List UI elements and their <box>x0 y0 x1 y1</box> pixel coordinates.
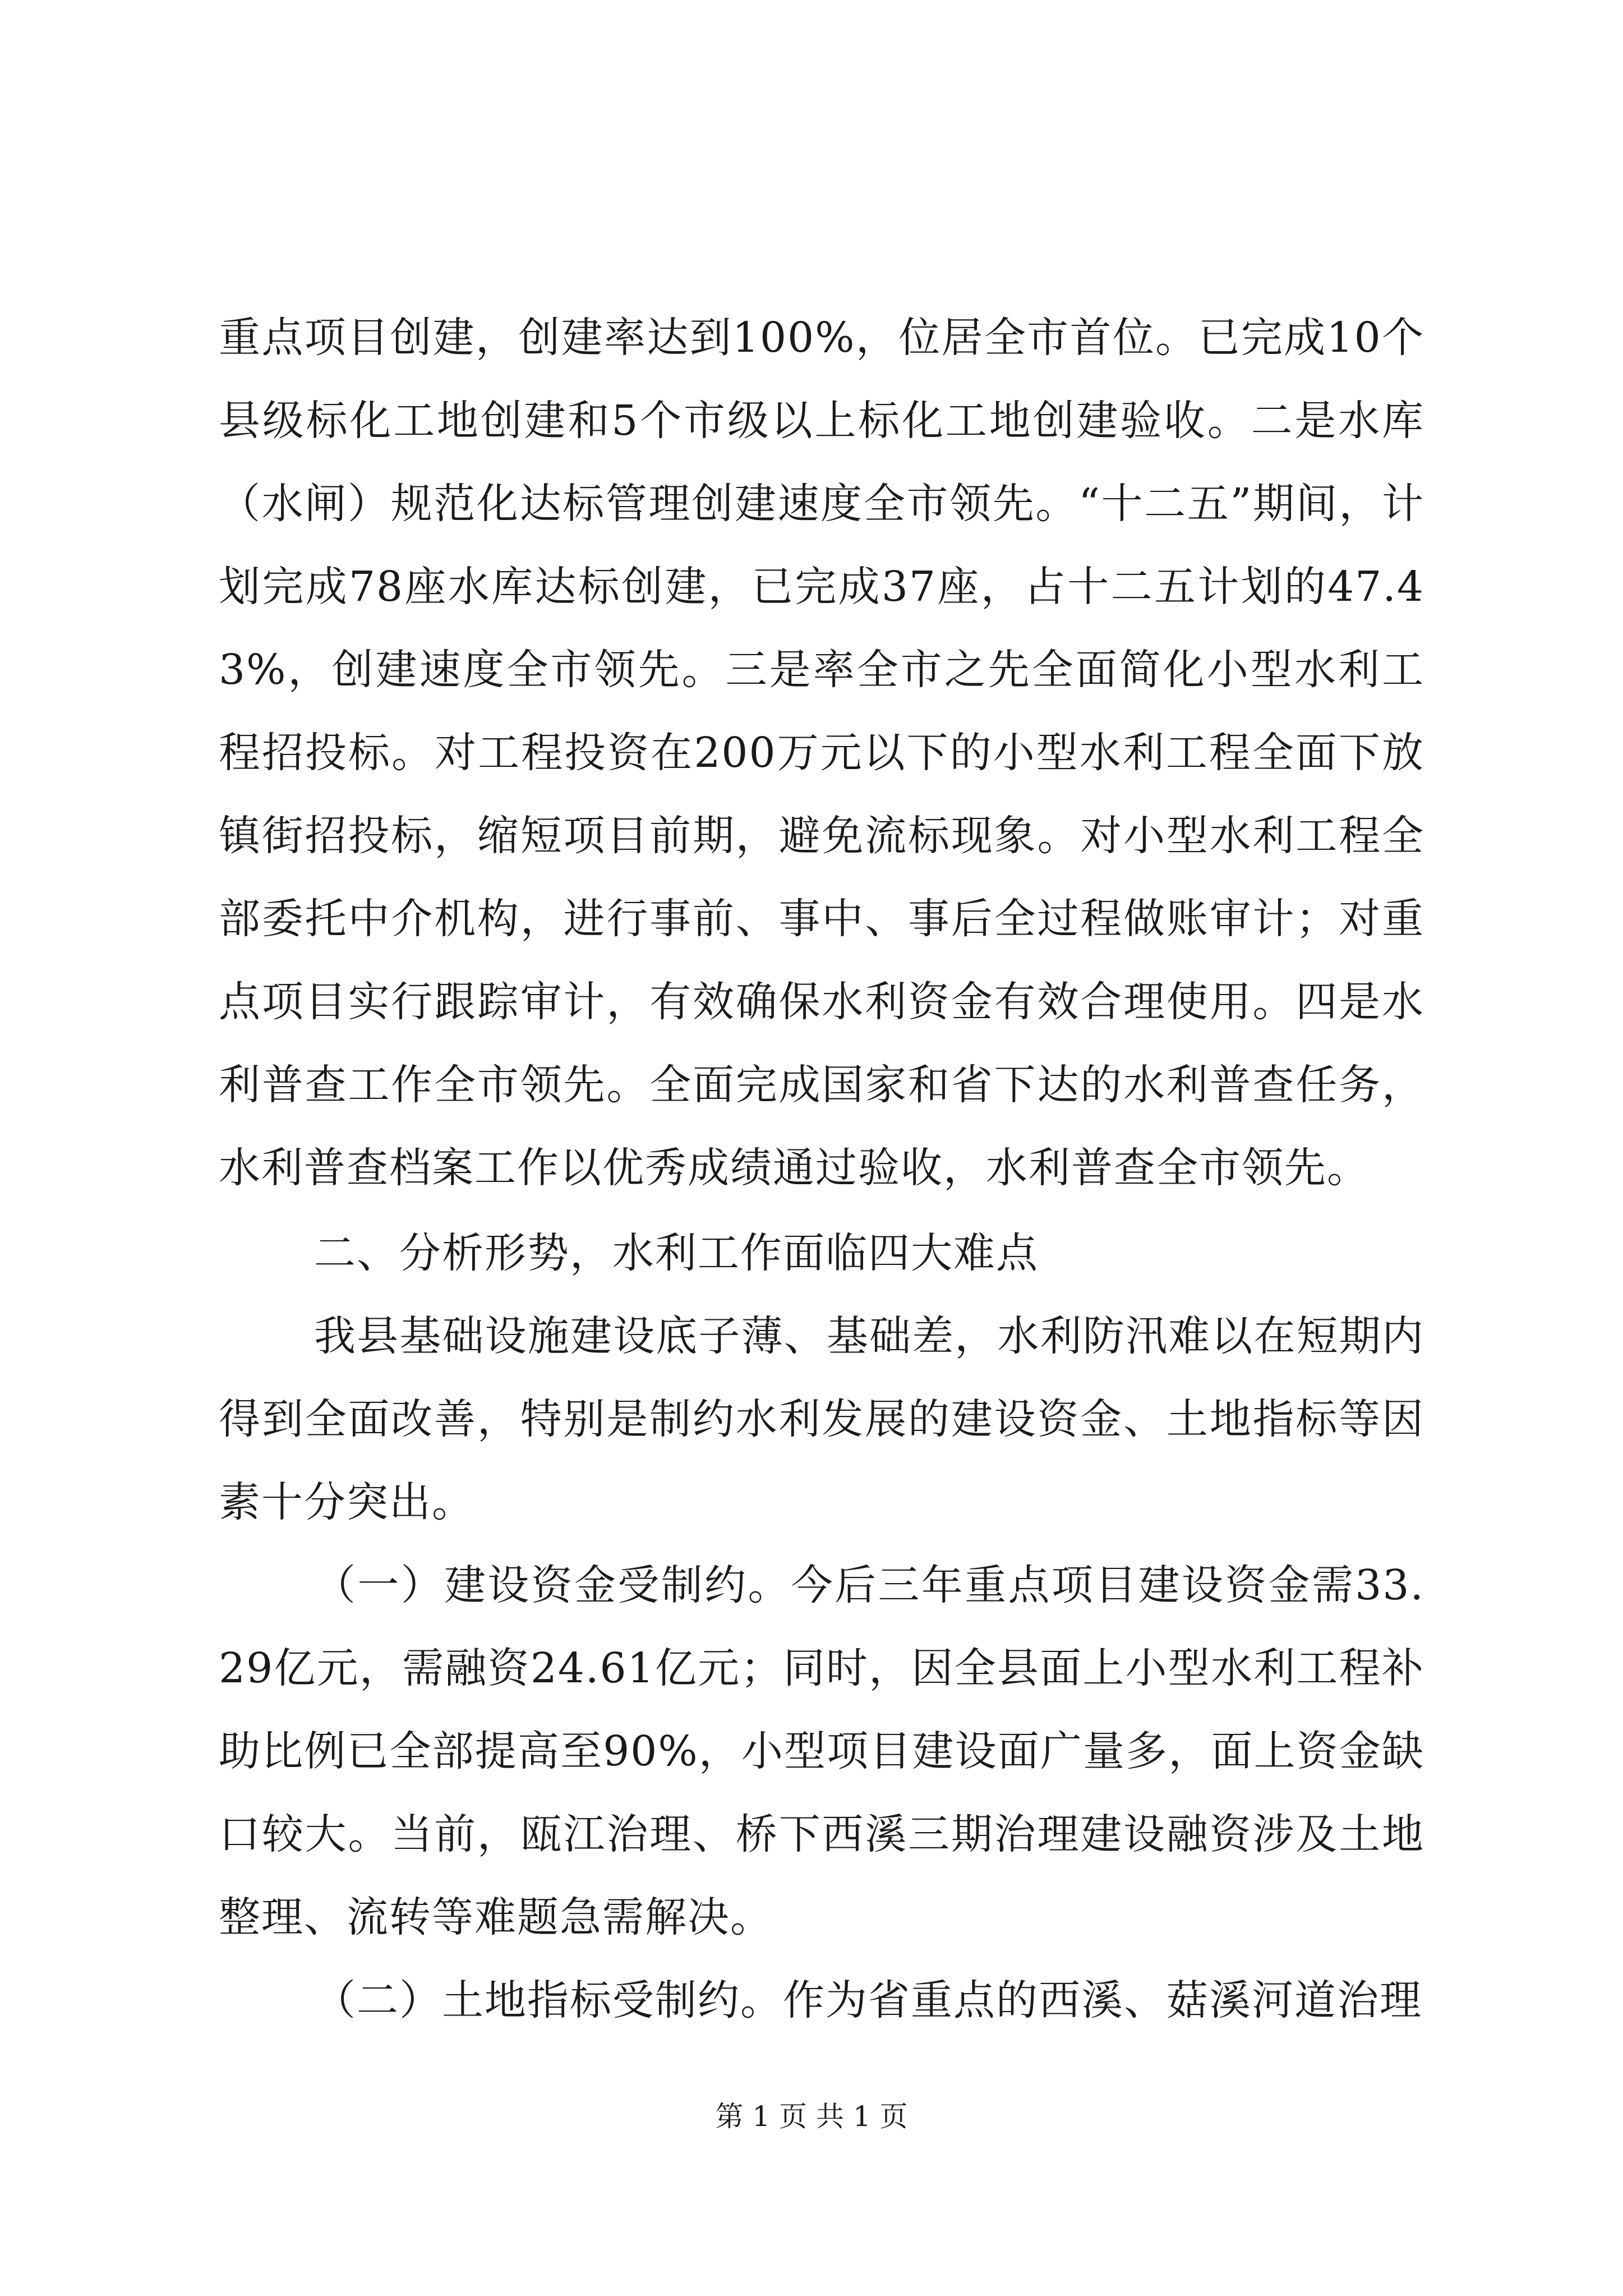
section-heading: 二、分析形势，水利工作面临四大难点 <box>314 1229 1039 1277</box>
paragraph-overview: 我县基础设施建设底子薄、基础差，水利防汛难以在短期内得到全面改善，特别是制约水利发展的建设资金、土地指标等因素十分突出。 <box>219 1312 1424 1526</box>
paragraph-funding-constraint: （一）建设资金受制约。今后三年重点项目建设资金需33.29亿元，需融资24.61亿元；同时，因全县面上小型水利工程补助比例已全部提高至90%，小型项目建设面广量多，面上资金缺口较大。当前，瓯江治理、桥下西溪三期治理建设融资涉及土地整理、流转等难题急需解决。 <box>219 1561 1424 1941</box>
paragraph-land-constraint: （二）土地指标受制约。作为省重点的西溪、菇溪河道治理 <box>314 1976 1422 2024</box>
page-footer: 第 1 页 共 1 页 <box>715 2100 908 2133</box>
document-body <box>219 296 1424 2042</box>
paragraph-achievements: 重点项目创建，创建率达到100%，位居全市首位。已完成10个县级标化工地创建和5个市级以上标化工地创建验收。二是水库（水闸）规范化达标管理创建速度全市领先。“十二五”期间，计划完成78座水库达标创建，已完成37座，占十二五计划的47.43%，创建速度全市领先。三是率全市之先全面简化小型水利工程招投标。对工程投资在200万元以下的小型水利工程全面下放镇街招投标，缩短项目前期，避免流标现象。对小型水利工程全部委托中介机构，进行事前、事中、事后全过程做账审计；对重点项目实行跟踪审计，有效确保水利资金有效合理使用。四是水利普查工作全市领先。全面完成国家和省下达的水利普查任务，水利普查档案工作以优秀成绩通过验收，水利普查全市领先。 <box>219 314 1424 1192</box>
